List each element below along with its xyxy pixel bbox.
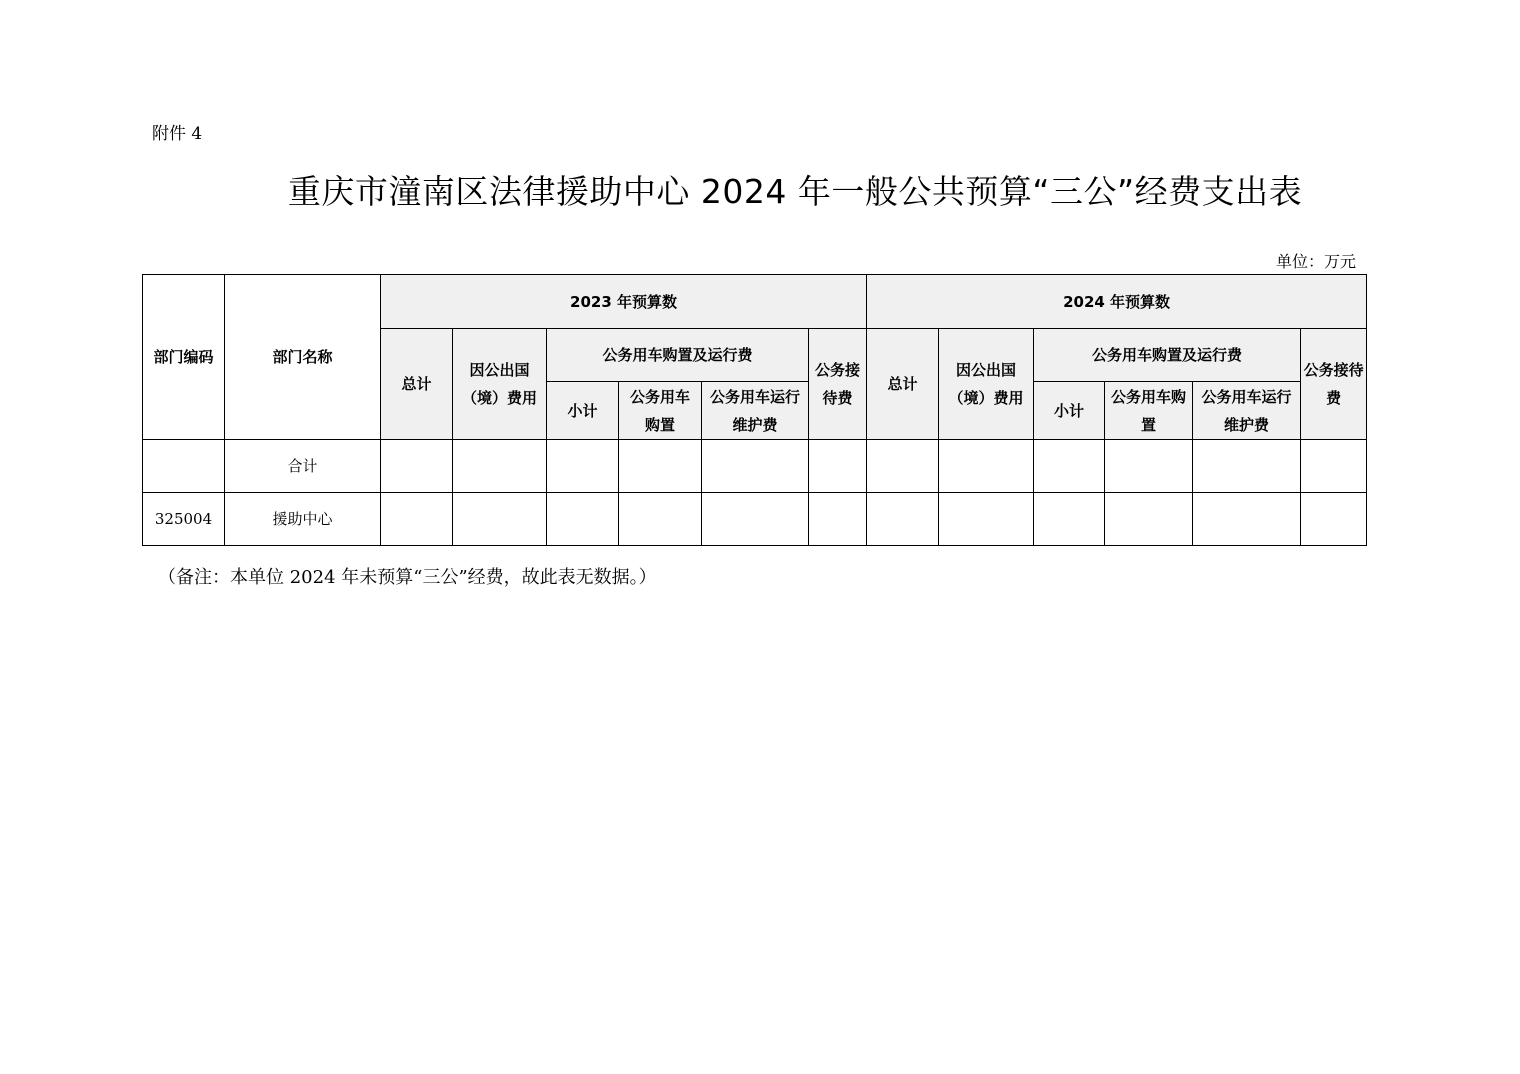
header-total-2023: 总计 [381,329,453,440]
header-vehicle-operation-2023: 公务用车运行维护费 [702,382,809,440]
cell-empty [453,440,547,493]
cell-empty [1301,493,1367,546]
cell-empty [1193,440,1301,493]
header-dept-name: 部门名称 [225,275,381,440]
header-reception-2023: 公务接待费 [809,329,867,440]
cell-empty [453,493,547,546]
cell-empty [939,493,1034,546]
cell-empty [1301,440,1367,493]
header-vehicle-purchase-2024: 公务用车购置 [1105,382,1193,440]
cell-empty [381,440,453,493]
cell-empty [702,493,809,546]
cell-empty [1105,440,1193,493]
cell-dept-name: 合计 [225,440,381,493]
cell-empty [619,440,702,493]
cell-empty [619,493,702,546]
header-total-2024: 总计 [867,329,939,440]
header-abroad-2024: 因公出国（境）费用 [939,329,1034,440]
cell-empty [867,440,939,493]
header-reception-2024: 公务接待费 [1301,329,1367,440]
page-title: 重庆市潼南区法律援助中心 2024 年一般公共预算“三公”经费支出表 [287,172,1303,211]
cell-empty [547,493,619,546]
header-vehicle-operation-2024: 公务用车运行维护费 [1193,382,1301,440]
cell-empty [1034,440,1105,493]
cell-empty [381,493,453,546]
cell-empty [1193,493,1301,546]
unit-label: 单位：万元 [1275,252,1356,271]
table-row [143,440,1367,493]
header-subtotal-2023: 小计 [547,382,619,440]
cell-dept-name: 援助中心 [225,493,381,546]
header-subtotal-2024: 小计 [1034,382,1105,440]
footnote: （备注：本单位 2024 年未预算“三公”经费，故此表无数据。） [158,567,657,588]
cell-empty [939,440,1034,493]
header-year-2023: 2023 年预算数 [381,275,867,329]
budget-table [142,274,1367,546]
cell-empty [1034,493,1105,546]
header-abroad-2023: 因公出国（境）费用 [453,329,547,440]
cell-dept-code: 325004 [143,493,225,546]
header-vehicle-purchase-2023: 公务用车 购置 [619,382,702,440]
header-vehicle-group-2024: 公务用车购置及运行费 [1034,329,1301,382]
cell-empty [809,493,867,546]
cell-empty [547,440,619,493]
cell-empty [809,440,867,493]
cell-dept-code [143,440,225,493]
header-year-2024: 2024 年预算数 [867,275,1367,329]
cell-empty [867,493,939,546]
cell-empty [1105,493,1193,546]
header-vehicle-group-2023: 公务用车购置及运行费 [547,329,809,382]
header-dept-code: 部门编码 [143,275,225,440]
attachment-label: 附件 4 [152,124,203,144]
cell-empty [702,440,809,493]
table-row [143,493,1367,546]
